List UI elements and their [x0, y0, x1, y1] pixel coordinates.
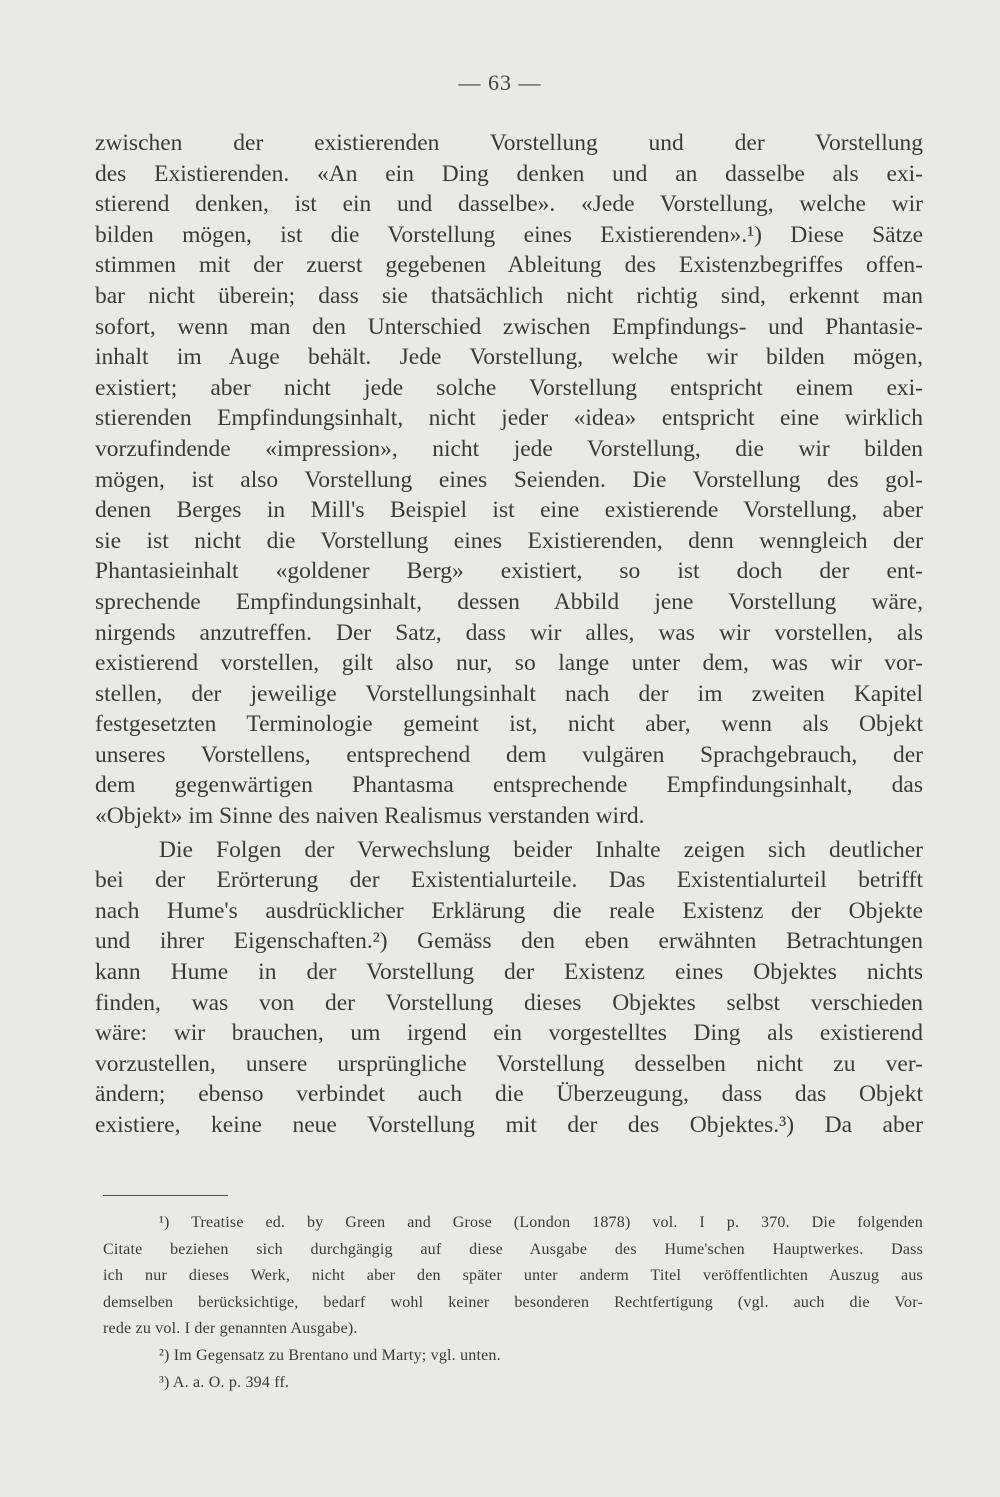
text-line: bar nicht überein; dass sie thatsächlich nicht richtig sind, erkennt man [95, 282, 923, 309]
text-line: zwischen der existierenden Vorstellung und der Vorstellung [95, 130, 923, 156]
paragraph-1 [95, 128, 923, 832]
paragraph-2 [95, 835, 923, 1141]
text-line: und ihrer Eigenschaften.²) Gemäss den eben erwähnten Betrachtungen [95, 928, 923, 955]
text-line: mögen, ist also Vorstellung eines Seienden. Die Vorstellung des gol- [95, 466, 923, 493]
footnote-3: ³) A. a. O. p. 394 ff. [159, 1373, 290, 1391]
text-line: «Objekt» im Sinne des naiven Realismus verstanden wird. [95, 803, 645, 830]
page-number: — 63 — [458, 70, 542, 95]
text-line: bilden mögen, ist die Vorstellung eines Existierenden».¹) Diese Sätze [95, 221, 923, 248]
text-line: unseres Vorstellens, entsprechend dem vulgären Sprachgebrauch, der [95, 741, 923, 768]
footnote-1 [103, 1210, 923, 1343]
text-line: stierenden Empfindungsinhalt, nicht jeder «idea» entspricht eine wirklich [95, 405, 923, 432]
body-text [95, 128, 923, 1141]
text-line: Phantasieinhalt «goldener Berg» existiert, so ist doch der ent- [95, 558, 923, 585]
text-line: bei der Erörterung der Existentialurteile. Das Existentialurteil betrifft [95, 867, 923, 894]
text-line: vorzustellen, unsere ursprüngliche Vorstellung desselben nicht zu ver- [95, 1050, 923, 1077]
text-line: Die Folgen der Verwechslung beider Inhalte zeigen sich deutlicher [159, 836, 923, 863]
text-line: kann Hume in der Vorstellung der Existenz eines Objektes nichts [95, 959, 923, 986]
text-line: sprechende Empfindungsinhalt, dessen Abbild jene Vorstellung wäre, [95, 588, 923, 615]
text-line: denen Berges in Mill's Beispiel ist eine existierende Vorstellung, aber [95, 497, 923, 524]
text-line: nirgends anzutreffen. Der Satz, dass wir alles, was wir vorstellen, als [95, 619, 923, 646]
footnotes [103, 1210, 923, 1396]
footnote-line: ¹) Treatise ed. by Green and Grose (London 1878) vol. I p. 370. Die folgenden [159, 1214, 923, 1231]
footnote-divider [103, 1195, 228, 1196]
footnote-line: ich nur dieses Werk, nicht aber den später unter anderm Titel veröffentlichten Auszug aus [103, 1267, 923, 1285]
text-line: existierend vorstellen, gilt also nur, so lange unter dem, was wir vor- [95, 650, 923, 677]
text-line: inhalt im Auge behält. Jede Vorstellung, welche wir bilden mögen, [95, 344, 923, 371]
text-line: nach Hume's ausdrücklicher Erklärung die reale Existenz der Objekte [95, 897, 923, 924]
text-line: vorzufindende «impression», nicht jede Vorstellung, die wir bilden [95, 435, 923, 462]
text-line: stellen, der jeweilige Vorstellungsinhalt nach der im zweiten Kapitel [95, 680, 923, 707]
text-line: festgesetzten Terminologie gemeint ist, nicht aber, wenn als Objekt [95, 711, 923, 738]
text-line: des Existierenden. «An ein Ding denken und an dasselbe als exi- [95, 160, 923, 187]
footnote-line: rede zu vol. I der genannten Ausgabe). [103, 1320, 358, 1338]
text-line: existiert; aber nicht jede solche Vorstellung entspricht einem exi- [95, 374, 923, 401]
footnote-line: demselben berücksichtige, bedarf wohl keiner besonderen Rechtfertigung (vgl. auch die Vor- [103, 1293, 923, 1311]
footnote-2: ²) Im Gegensatz zu Brentano und Marty; vgl. unten. [159, 1346, 501, 1364]
text-line: sofort, wenn man den Unterschied zwischen Empfindungs- und Phantasie- [95, 313, 923, 340]
footnote-line: Citate beziehen sich durchgängig auf diese Ausgabe des Hume'schen Hauptwerkes. Dass [103, 1240, 923, 1258]
text-line: ändern; ebenso verbindet auch die Überzeugung, dass das Objekt [95, 1081, 923, 1108]
text-line: stierend denken, ist ein und dasselbe». «Jede Vorstellung, welche wir [95, 191, 923, 218]
text-line: existiere, keine neue Vorstellung mit der des Objektes.³) Da aber [95, 1112, 923, 1138]
text-line: stimmen mit der zuerst gegebenen Ableitung des Existenzbegriffes offen- [95, 252, 923, 279]
text-line: finden, was von der Vorstellung dieses Objektes selbst verschieden [95, 989, 923, 1016]
text-line: wäre: wir brauchen, um irgend ein vorgestelltes Ding als existierend [95, 1020, 923, 1047]
text-line: sie ist nicht die Vorstellung eines Existierenden, denn wenngleich der [95, 527, 923, 554]
text-line: dem gegenwärtigen Phantasma entsprechende Empfindungsinhalt, das [95, 772, 923, 799]
